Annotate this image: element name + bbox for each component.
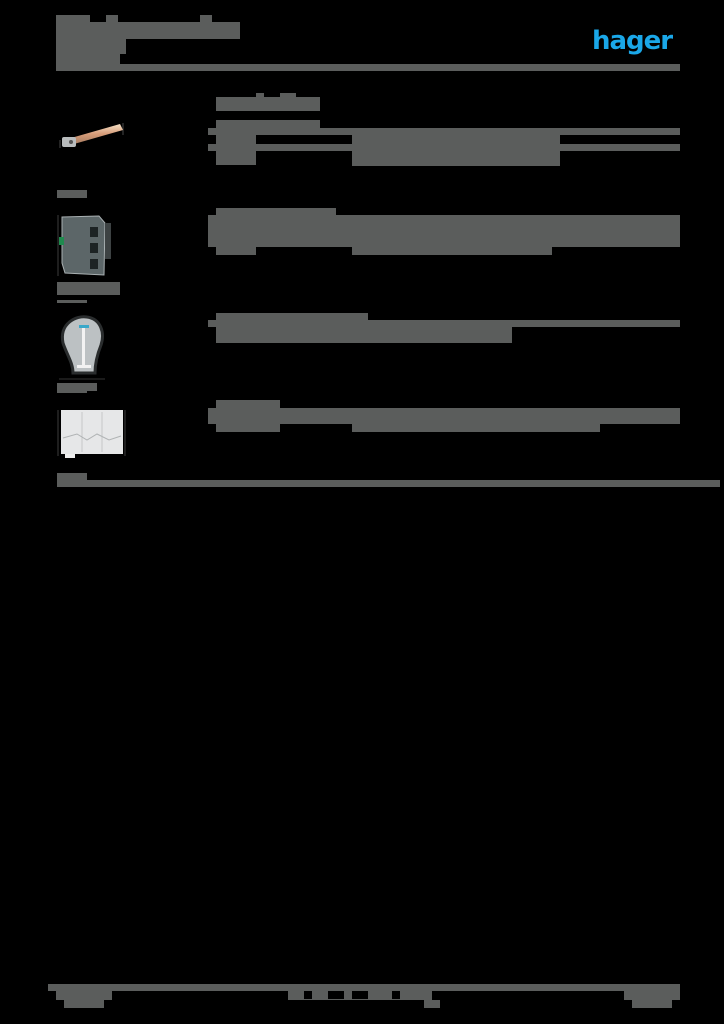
spec-rule xyxy=(208,215,680,247)
spec-rule xyxy=(208,408,680,424)
spec-rule xyxy=(208,320,680,327)
product-2-top-label xyxy=(57,191,87,198)
footer-gap xyxy=(352,991,368,999)
title-block xyxy=(56,54,120,64)
footer-gap xyxy=(392,991,400,999)
footer-left xyxy=(56,991,112,1000)
title-block xyxy=(106,15,118,22)
header-divider xyxy=(56,64,680,71)
page-subtitle xyxy=(56,39,126,54)
page-title xyxy=(56,22,240,39)
product-4-top-label xyxy=(57,390,87,393)
product-3-top-label xyxy=(57,300,87,303)
title-block xyxy=(280,93,296,97)
spec-value xyxy=(352,327,512,343)
footer-left-sub xyxy=(64,1000,104,1008)
spec-value xyxy=(352,128,560,166)
footer-right xyxy=(624,991,680,1000)
section-title xyxy=(216,97,320,111)
footer-gap xyxy=(304,991,312,999)
footer-rule xyxy=(48,984,680,991)
hager-logo: hager xyxy=(592,26,673,56)
title-block xyxy=(56,15,90,22)
spec-line xyxy=(216,313,368,343)
footer-gap xyxy=(328,991,344,999)
rotary-handle-image xyxy=(57,313,107,381)
product-2-caption xyxy=(57,282,120,295)
footer-center-sub xyxy=(424,1000,440,1008)
spec-line xyxy=(216,208,336,215)
spec-value xyxy=(352,424,600,432)
spec-line xyxy=(216,247,256,255)
spec-value xyxy=(352,247,552,255)
extension-shaft-image xyxy=(57,120,127,152)
auxiliary-contact-image xyxy=(57,213,112,278)
section-divider xyxy=(57,480,720,487)
title-block xyxy=(256,93,264,97)
footer-right-sub xyxy=(632,1000,672,1008)
terminal-shield-image xyxy=(57,406,127,458)
title-block xyxy=(200,15,212,22)
